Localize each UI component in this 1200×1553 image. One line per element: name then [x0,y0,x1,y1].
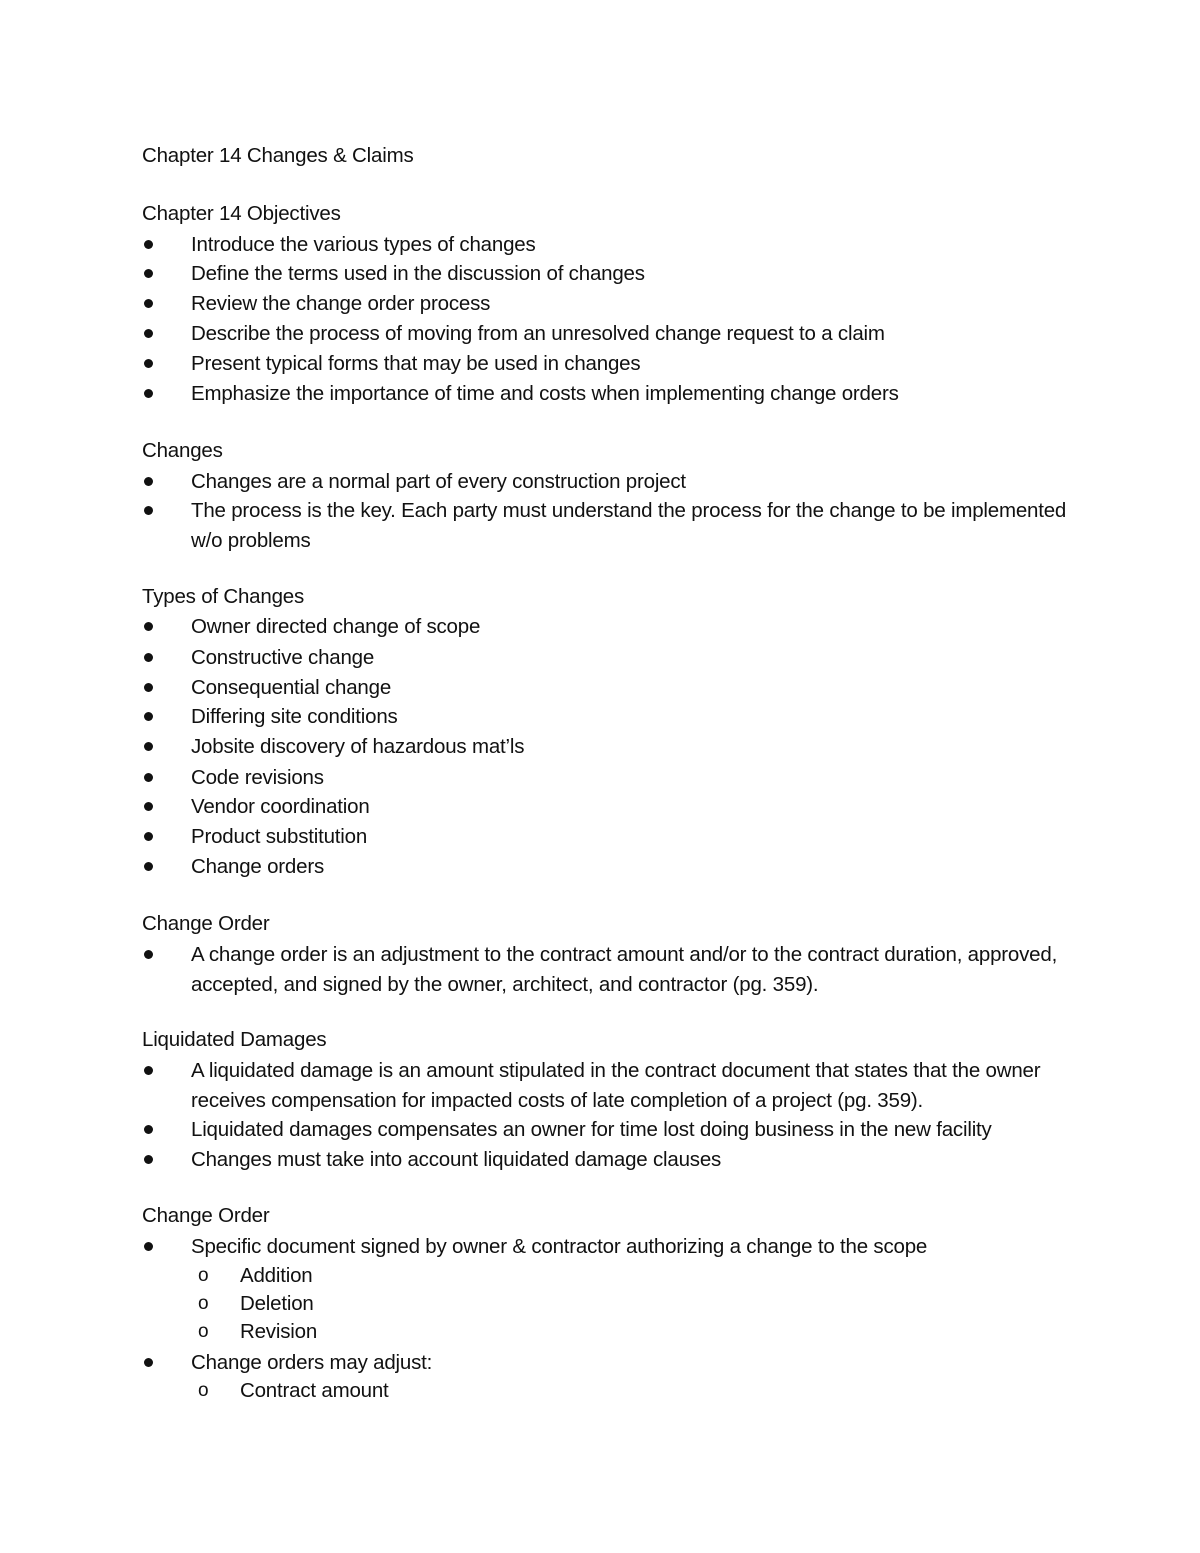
bullet-icon [144,653,153,662]
bullet-icon [144,269,153,278]
section-heading-types-of-changes: Types of Changes [142,585,305,608]
bullet-icon [144,773,153,782]
bullet-icon [144,1125,153,1134]
bullet-icon [144,506,153,515]
bullet-icon [144,299,153,308]
section-heading-change-order-2: Change Order [142,1204,270,1227]
bullet-icon [144,1066,153,1075]
bullet-icon [144,329,153,338]
bullet-icon [144,1155,153,1164]
sub-bullet-icon: o [198,1265,209,1286]
bullet-icon [144,1242,153,1251]
bullet-icon [144,477,153,486]
bullet-icon [144,802,153,811]
bullet-icon [144,389,153,398]
section-heading-change-order: Change Order [142,912,270,935]
bullet-icon [144,950,153,959]
bullet-icon [144,683,153,692]
sub-bullet-icon: o [198,1321,209,1342]
bullet-icon [144,832,153,841]
section-heading-objectives: Chapter 14 Objectives [142,202,341,225]
section-heading-changes: Changes [142,439,223,462]
section-heading-liquidated-damages: Liquidated Damages [142,1028,327,1051]
bullet-icon [144,359,153,368]
bullet-icon [144,712,153,721]
sub-bullet-icon: o [198,1293,209,1314]
document-page: Chapter 14 Changes & Claims Chapter 14 Objectives Introduce the various types of changes Define the terms used in the discussion of changes Review the change order process Describe the process of moving from an unresolved change request to a claim Present typical forms that may be used in changes Emphasize the importance of time and costs when implementing change orders Changes Changes are a normal part of every construction project The process is the key. Each party must understand the process for the change to be implemented w/o problems Types of Changes Owner directed change of scope Constructive change Consequential change Differing site conditions Jobsite discovery of hazardous mat’ls Code revisions Vendor coordination Product substitution Change orders Change Order A change order is an adjustment to the contract amount and/or to the contract duration, approved, accepted, and signed by the owner, architect, and contractor (pg. 359). Liquidated Damages A liquidated damage is an amount stipulated in the contract document that states that the owner receives compensation for impacted costs of late completion of a project (pg. 359). Liquidated damages compensates an owner for time lost doing business in the new facility Changes must take into account liquidated damage clauses Change Order Specific document signed by owner & contractor authorizing a change to the scope o Addition o Deletion o Revision Change orders may adjust: o Contract amount [0,0,1200,1553]
document-title: Chapter 14 Changes & Claims [142,144,414,167]
bullet-icon [144,240,153,249]
bullet-icon [144,862,153,871]
bullet-icon [144,622,153,631]
bullet-icon [144,742,153,751]
sub-bullet-icon: o [198,1380,209,1401]
bullet-icon [144,1358,153,1367]
